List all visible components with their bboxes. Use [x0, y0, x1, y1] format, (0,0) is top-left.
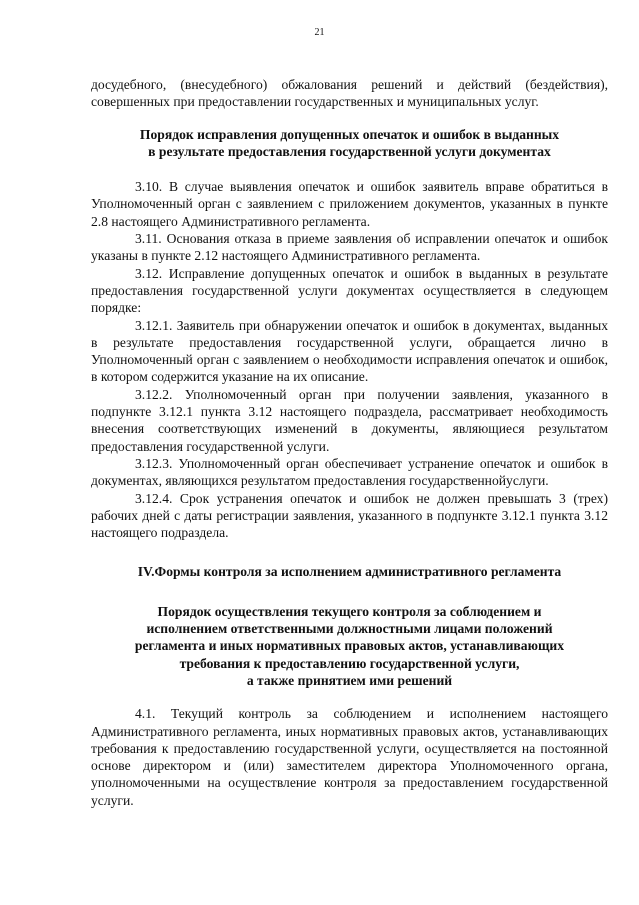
- paragraph-3-10: 3.10. В случае выявления опечаток и ошибок заявитель вправе обратиться в Уполномоченный орган с заявлением с приложением документов, указанных в пункте 2.8 настоящего Административного регламента.: [91, 179, 608, 229]
- intro-paragraph: досудебного, (внесудебного) обжалования решений и действий (бездействия), совершенных при предоставлении государственных и муниципальных услуг.: [91, 77, 608, 110]
- heading-line: Порядок исправления допущенных опечаток и ошибок в выданных: [139, 126, 560, 142]
- subheading-line: регламента и иных нормативных правовых актов, устанавливающих: [134, 638, 565, 654]
- section-iv-subheading: [91, 603, 608, 689]
- paragraph-4-1: 4.1. Текущий контроль за соблюдением и исполнением настоящего Административного регламента, иных нормативных правовых актов, устанавливающих требования к предоставлению государственной услуги, осуществляется на постоянной основе директором и (или) заместителем директора Уполномоченного органа, уполномоченными на осуществление контроля за предоставлением государственной услуги.: [91, 706, 608, 808]
- page-number: 21: [314, 27, 325, 38]
- heading-line: в результате предоставления государственной услуги документах: [148, 143, 551, 159]
- paragraph-3-12-2: 3.12.2. Уполномоченный орган при получении заявления, указанного в подпункте 3.12.1 пункта 3.12 настоящего подраздела, рассматривает необходимость внесения соответствующих изменений в документы, являющиеся результатом предоставления государственной услуги.: [91, 386, 608, 454]
- section-iv-title: IV.Формы контроля за исполнением административного регламента: [137, 564, 562, 580]
- subheading-line: Порядок осуществления текущего контроля за соблюдением и: [157, 603, 542, 619]
- section-heading-correction: [91, 126, 608, 161]
- subheading-line: а также принятием ими решений: [246, 672, 453, 688]
- paragraph-3-12-3: 3.12.3. Уполномоченный орган обеспечивает устранение опечаток и ошибок в документах, являющихся результатом предоставления государственнойуслуги.: [91, 455, 608, 489]
- subheading-line: исполнением ответственными должностными лицами положений: [146, 621, 553, 637]
- paragraph-3-11: 3.11. Основания отказа в приеме заявления об исправлении опечаток и ошибок указаны в пункте 2.12 настоящего Административного регламента.: [91, 231, 608, 264]
- paragraph-3-12-1: 3.12.1. Заявитель при обнаружении опечаток и ошибок в документах, выданных в результате предоставления государственной услуги, обращается лично в Уполномоченный орган с заявлением о необходимости исправления опечаток и ошибок, в котором содержится указание на их описание.: [91, 317, 608, 385]
- paragraph-3-12: 3.12. Исправление допущенных опечаток и ошибок в выданных в результате предоставления государственной услуги документах осуществляется в следующем порядке:: [91, 265, 608, 316]
- subheading-line: требования к предоставлению государственной услуги,: [179, 655, 520, 671]
- paragraph-3-12-4: 3.12.4. Срок устранения опечаток и ошибок не должен превышать 3 (трех) рабочих дней с даты регистрации заявления, указанного в подпункте 3.12.1 пункта 3.12 настоящего подраздела.: [91, 490, 608, 541]
- document-body: [91, 76, 608, 809]
